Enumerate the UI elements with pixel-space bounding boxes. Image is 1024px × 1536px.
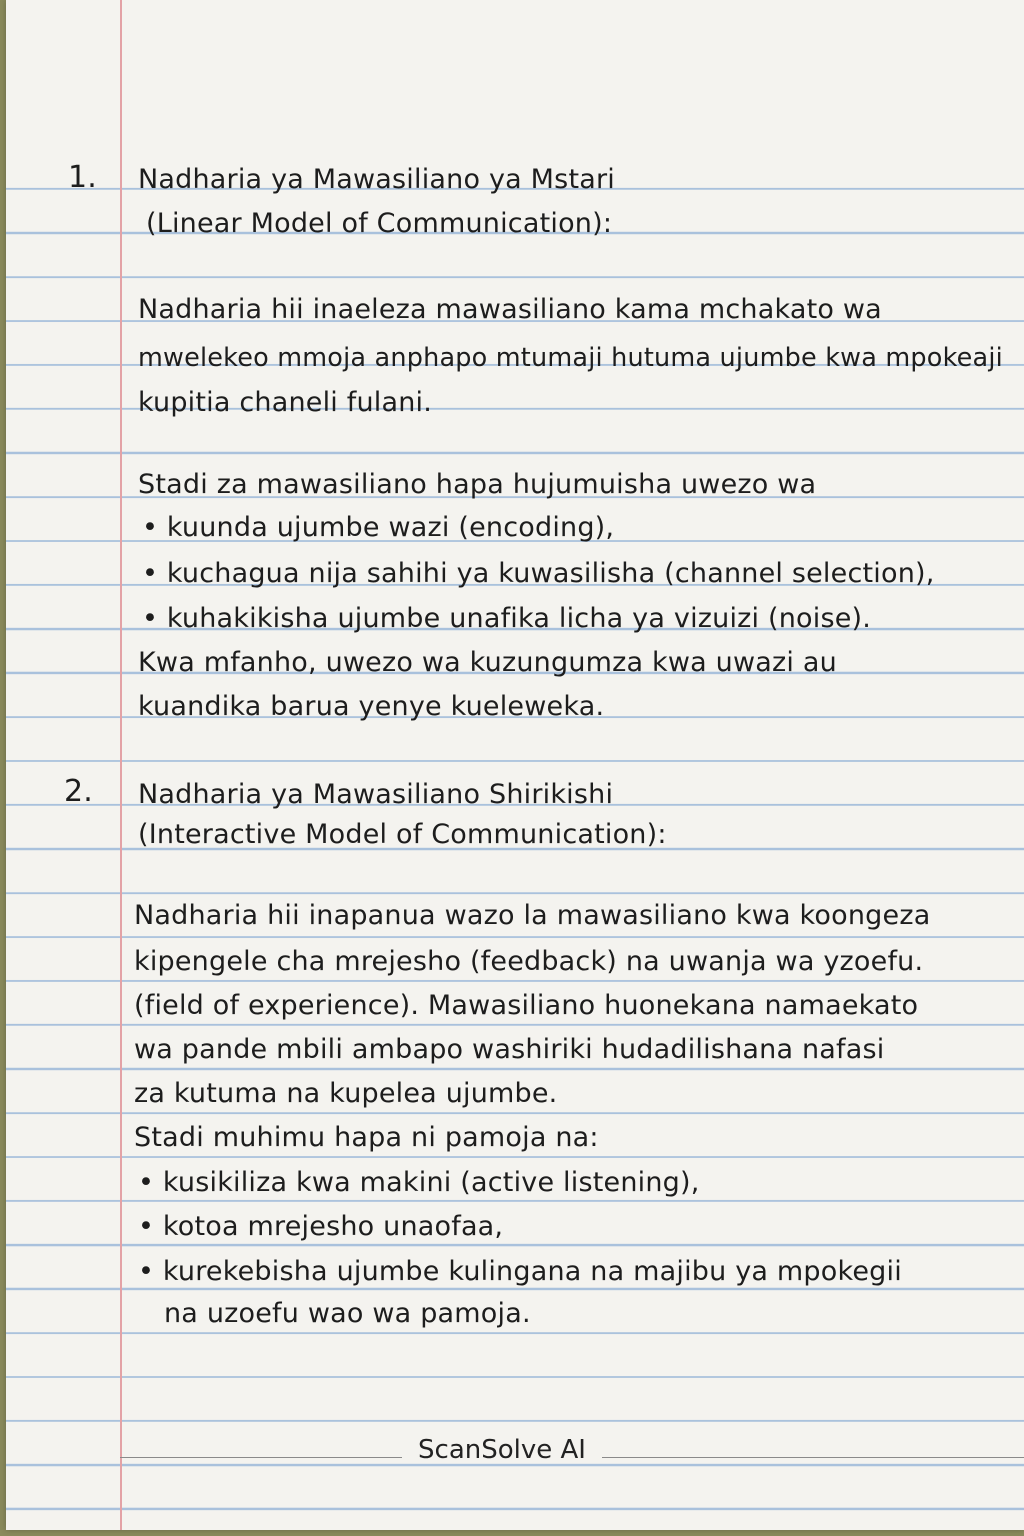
section-2-bullet: • kotoa mrejesho unaofaa, (138, 1211, 504, 1242)
section-1-line: Stadi za mawasiliano hapa hujumuisha uwezo wa (138, 469, 817, 500)
section-2-number: 2. (64, 774, 94, 809)
section-2-line: kipengele cha mrejesho (feedback) na uwanja wa yzoefu. (134, 946, 924, 977)
footer-rule-left (120, 1457, 402, 1458)
notebook-page (6, 0, 1024, 1530)
section-1-bullet: • kuunda ujumbe wazi (encoding), (142, 512, 615, 543)
section-1-line: kupitia chaneli fulani. (138, 387, 433, 418)
section-2-line: (field of experience). Mawasiliano huonekana namaekato (134, 990, 919, 1021)
section-2-bullet: • kurekebisha ujumbe kulingana na majibu ya mpokegii (138, 1256, 902, 1287)
section-2-line: Nadharia hii inapanua wazo la mawasiliano kwa koongeza (134, 900, 931, 931)
section-1-line: Nadharia hii inaeleza mawasiliano kama mchakato wa (138, 294, 882, 325)
section-1-line: Kwa mfanho, uwezo wa kuzungumza kwa uwazi au (138, 647, 837, 678)
footer-rule-right (602, 1457, 1024, 1458)
section-2-bullet: • kusikiliza kwa makini (active listening), (138, 1167, 700, 1198)
section-2-line: Stadi muhimu hapa ni pamoja na: (134, 1122, 599, 1153)
section-1-number: 1. (68, 160, 98, 195)
footer-watermark: ScanSolve AI (418, 1435, 586, 1465)
section-2-line: za kutuma na kupelea ujumbe. (134, 1078, 558, 1109)
section-1-bullet: • kuhakikisha ujumbe unafika licha ya vizuizi (noise). (142, 603, 872, 634)
section-2-subtitle: (Interactive Model of Communication): (138, 819, 667, 850)
section-2-line: wa pande mbili ambapo washiriki hudadilishana nafasi (134, 1034, 885, 1065)
section-1-title: Nadharia ya Mawasiliano ya Mstari (138, 164, 615, 195)
section-1-line: mwelekeo mmoja anphapo mtumaji hutuma ujumbe kwa mpokeaji (138, 343, 1003, 373)
margin-line (120, 0, 122, 1530)
page-header-space (6, 0, 1024, 146)
section-1-bullet: • kuchagua nija sahihi ya kuwasilisha (channel selection), (142, 558, 935, 589)
section-2-line: na uzoefu wao wa pamoja. (164, 1298, 531, 1329)
section-2-title: Nadharia ya Mawasiliano Shirikishi (138, 779, 614, 810)
section-1-line: kuandika barua yenye kueleweka. (138, 691, 605, 722)
section-1-subtitle: (Linear Model of Communication): (146, 208, 613, 239)
